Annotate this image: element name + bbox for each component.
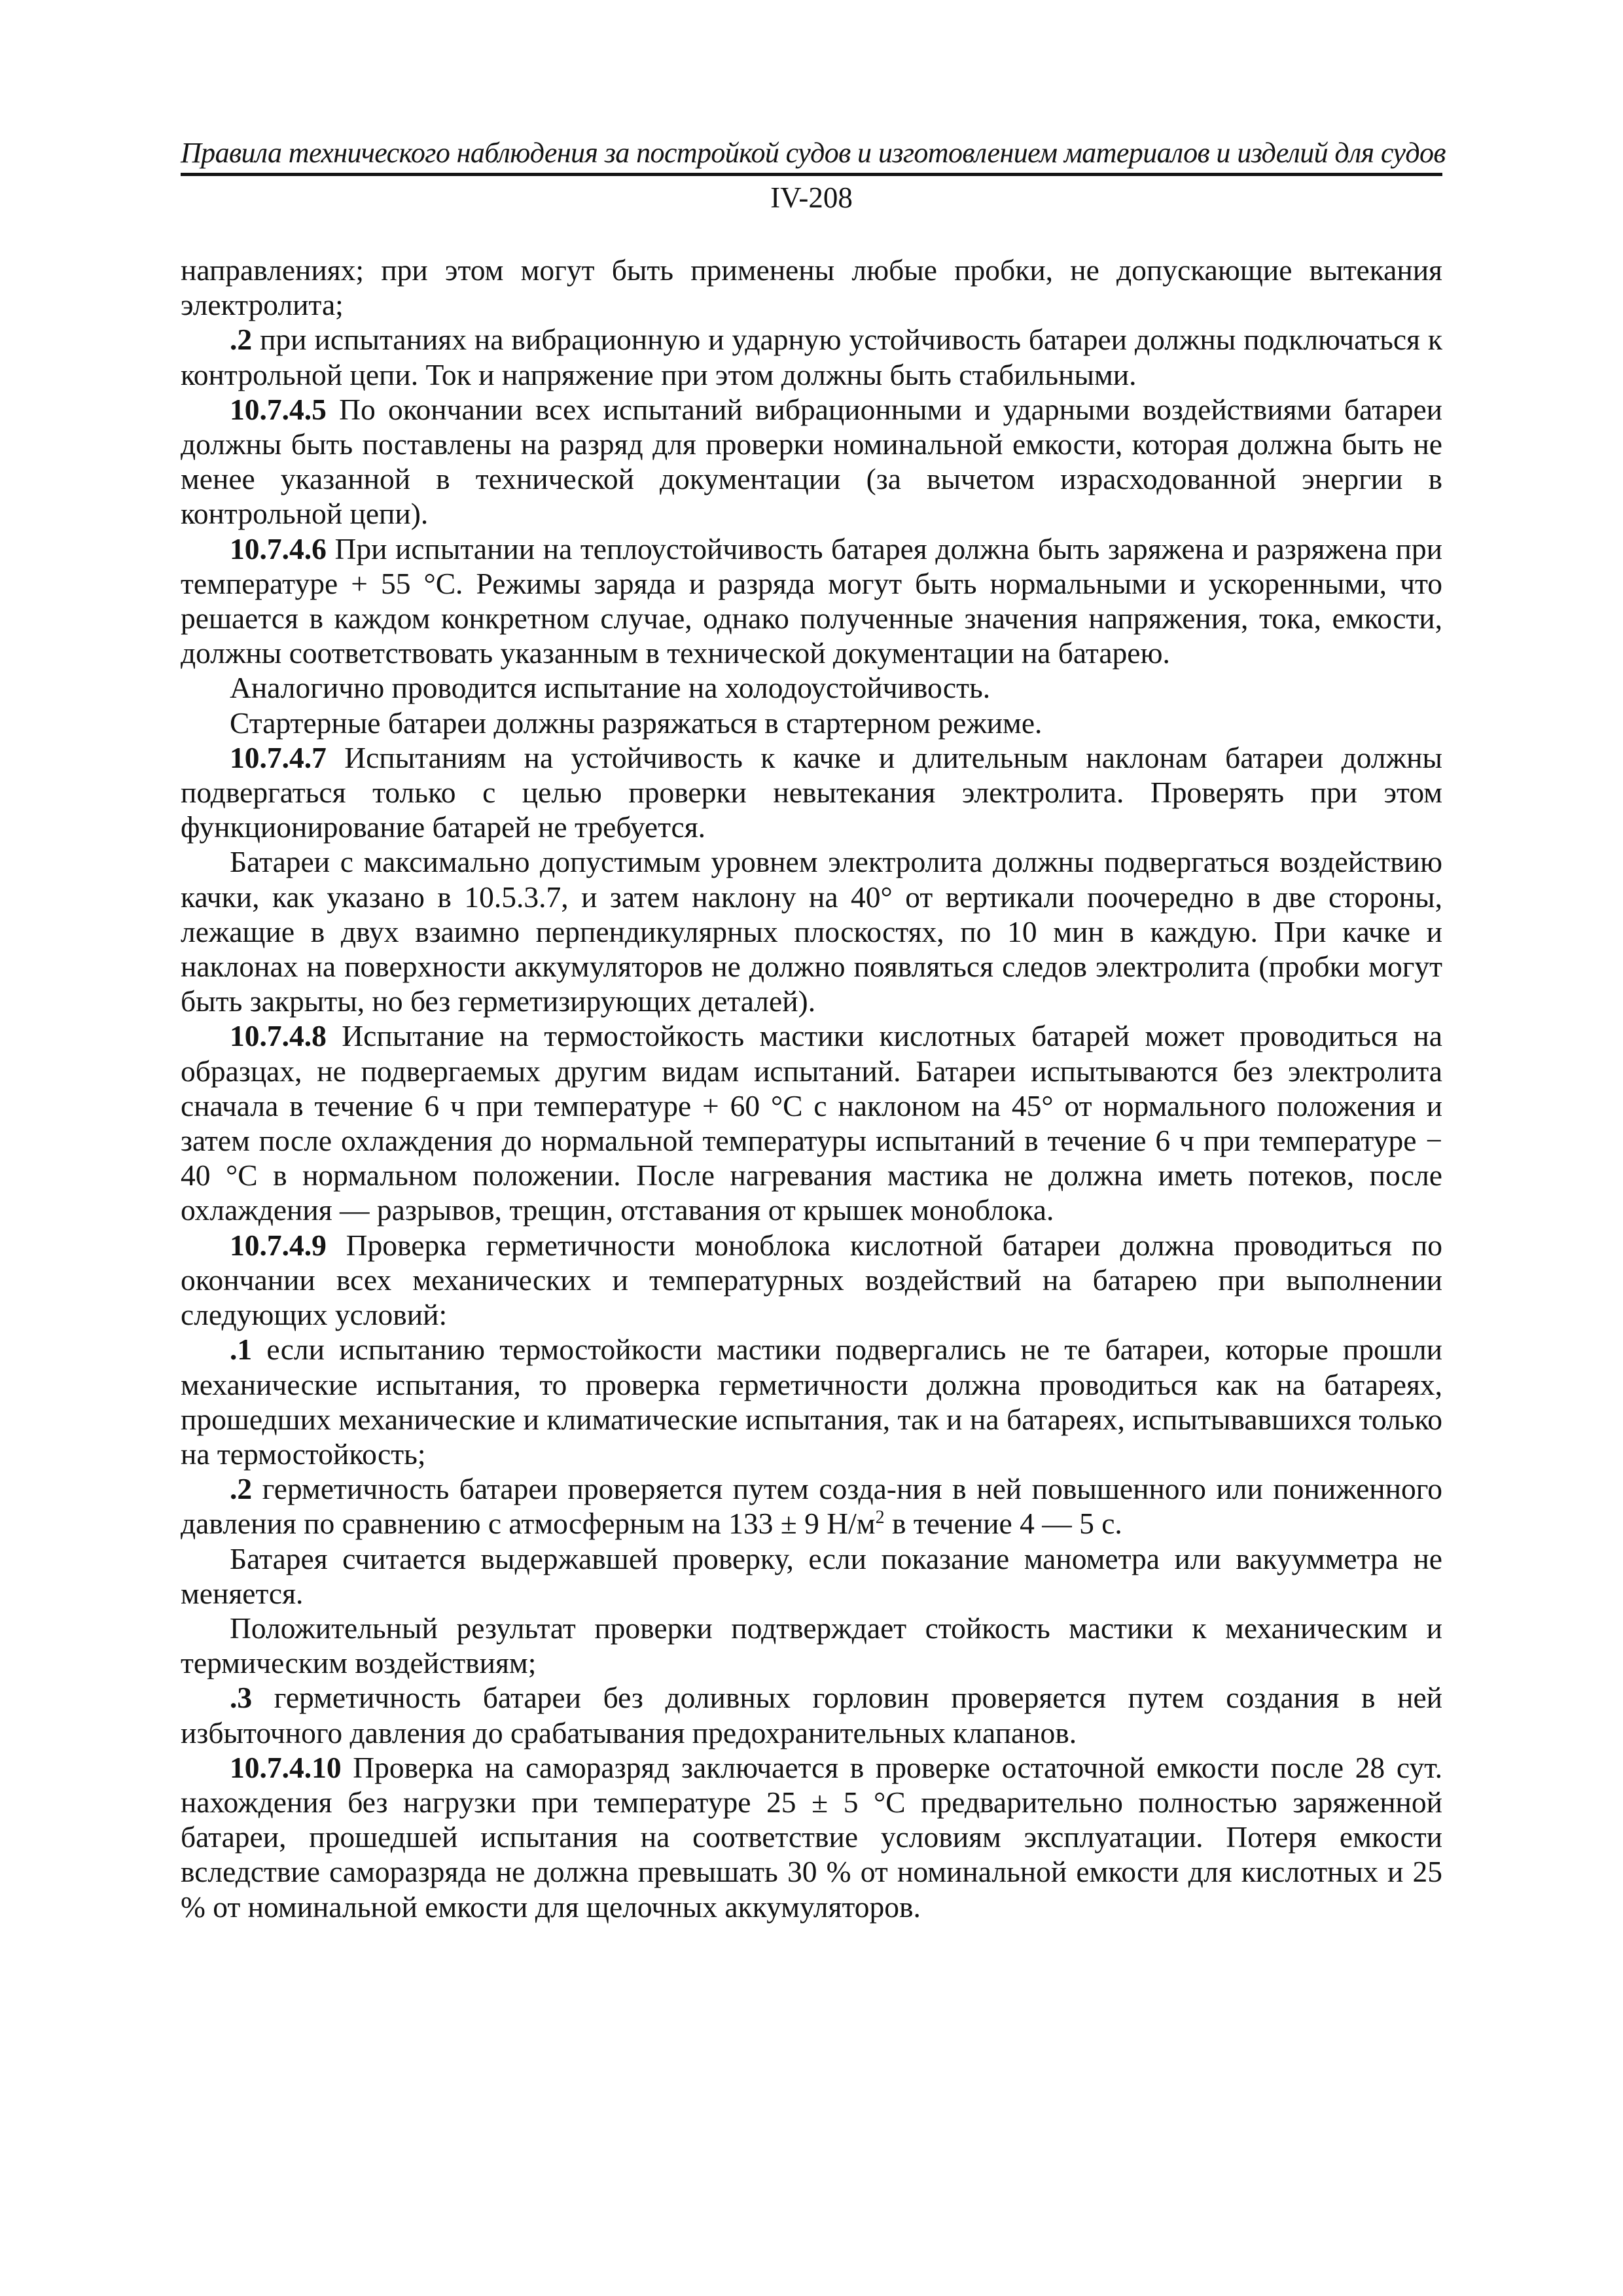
document-title: Правила технического наблюдения за постройкой судов и изготовлением материалов и изделий для судов bbox=[181, 137, 1446, 169]
item-number: .1 bbox=[230, 1333, 253, 1367]
page-number: IV-208 bbox=[770, 181, 853, 214]
superscript: 2 bbox=[875, 1507, 885, 1528]
section-10-7-4-6: 10.7.4.6 При испытании на теплоустойчивость батарея должна быть заряжена и разряжена при температуре + 55 °С. Режимы заряда и разряда могут быть нормальными и ускоренными, что решается в каждом конкретном случае, однако полученные значения напряжения, тока, емкости, должны соответствовать указанным в технической документации на батарею. bbox=[181, 531, 1442, 670]
list-item-3: .3 герметичность батареи без доливных горловин проверяется путем создания в ней избыточного давления до срабатывания предохранительных клапанов. bbox=[181, 1681, 1442, 1749]
item-number: .3 bbox=[230, 1681, 253, 1715]
section-10-7-4-8: 10.7.4.8 Испытание на термостойкость мастики кислотных батарей может проводиться на образцах, не подвергаемых другим видам испытаний. Батареи испытываются без электролита сначала в течение 6 ч при температуре + 60 °С с наклоном на 45° от нормального положения и затем после охлаждения до нормальной температуры испытаний в течение 6 ч при температуре − 40 °С в нормальном положении. После нагревания мастика не должна иметь потеков, после охлаждения — разрывов, трещин, отставания от крышек моноблока. bbox=[181, 1019, 1442, 1227]
section-10-7-4-9: 10.7.4.9 Проверка герметичности моноблока кислотной батареи должна проводиться по окончании всех механических и температурных воздействий на батарею при выполнении следующих условий: bbox=[181, 1228, 1442, 1332]
section-number: 10.7.4.6 bbox=[230, 531, 327, 565]
item-number: .2 bbox=[230, 1472, 253, 1506]
section-10-7-4-5: 10.7.4.5 По окончании всех испытаний вибрационными и ударными воздействиями батареи должны быть поставлены на разряд для проверки номинальной емкости, которая должна быть не менее указанной в технической документации (за вычетом израсходованной энергии в контрольной цепи). bbox=[181, 392, 1442, 531]
list-item-2: .2 при испытаниях на вибрационную и ударную устойчивость батареи должны подключаться к контрольной цепи. Ток и напряжение при этом должны быть стабильными. bbox=[181, 323, 1442, 391]
item-number: .2 bbox=[230, 323, 253, 357]
paragraph-check-result: Батарея считается выдержавшей проверку, если показание манометра или вакуумметра не меняется. bbox=[181, 1541, 1442, 1610]
paragraph-rolling-test: Батареи с максимально допустимым уровнем электролита должны подвергаться воздействию качки, как указано в 10.5.3.7, и затем наклону на 40° от вертикали поочередно в две стороны, лежащие в двух взаимно перпендикулярных плоскостях, по 10 мин в каждую. При качке и наклонах на поверхности аккумуляторов не должно появляться следов электролита (пробки могут быть закрыты, но без герметизирующих деталей). bbox=[181, 845, 1442, 1018]
paragraph-starter-batteries: Стартерные батареи должны разряжаться в стартерном режиме. bbox=[230, 706, 1043, 740]
page-header bbox=[181, 135, 1446, 217]
section-number: 10.7.4.9 bbox=[230, 1228, 327, 1262]
section-number: 10.7.4.8 bbox=[230, 1019, 327, 1053]
paragraph-continuation: направлениях; при этом могут быть применены любые пробки, не допускающие вытекания электролита; bbox=[181, 253, 1442, 322]
list-item-1: .1 если испытанию термостойкости мастики подвергались не те батареи, которые прошли механические испытания, то проверка герметичности должна проводиться как на батареях, прошедших механические и климатические испытания, так и на батареях, испытывавшихся только на термостойкость; bbox=[181, 1333, 1442, 1471]
document-body bbox=[181, 253, 1442, 1924]
section-10-7-4-7: 10.7.4.7 Испытаниям на устойчивость к качке и длительным наклонам батареи должны подвергаться только с целью проверки невытекания электролита. Проверять при этом функционирование батарей не требуется. bbox=[181, 740, 1442, 844]
section-number: 10.7.4.10 bbox=[230, 1750, 342, 1784]
paragraph-positive-result: Положительный результат проверки подтверждает стойкость мастики к механическим и термическим воздействиям; bbox=[181, 1611, 1442, 1680]
list-item-2: .2 герметичность батареи проверяется путем созда-ния в ней повышенного или пониженного давления по сравнению с атмосферным на 133 ± 9 $Н/м^2$ в течение 4 — 5 с. bbox=[181, 1472, 1442, 1541]
paragraph-cold-resistance: Аналогично проводится испытание на холодоустойчивость. bbox=[230, 671, 991, 705]
section-number: 10.7.4.5 bbox=[230, 392, 327, 426]
header-divider bbox=[181, 173, 1442, 176]
section-number: 10.7.4.7 bbox=[230, 740, 327, 774]
section-10-7-4-10: 10.7.4.10 Проверка на саморазряд заключается в проверке остаточной емкости после 28 сут. нахождения без нагрузки при температуре 25 ± 5 °С предварительно полностью заряженной батареи, прошедшей испытания на соответствие условиям эксплуатации. Потеря емкости вследствие саморазряда не должна превышать 30 % от номинальной емкости для кислотных и 25 % от номинальной емкости для щелочных аккумуляторов. bbox=[181, 1750, 1442, 1924]
